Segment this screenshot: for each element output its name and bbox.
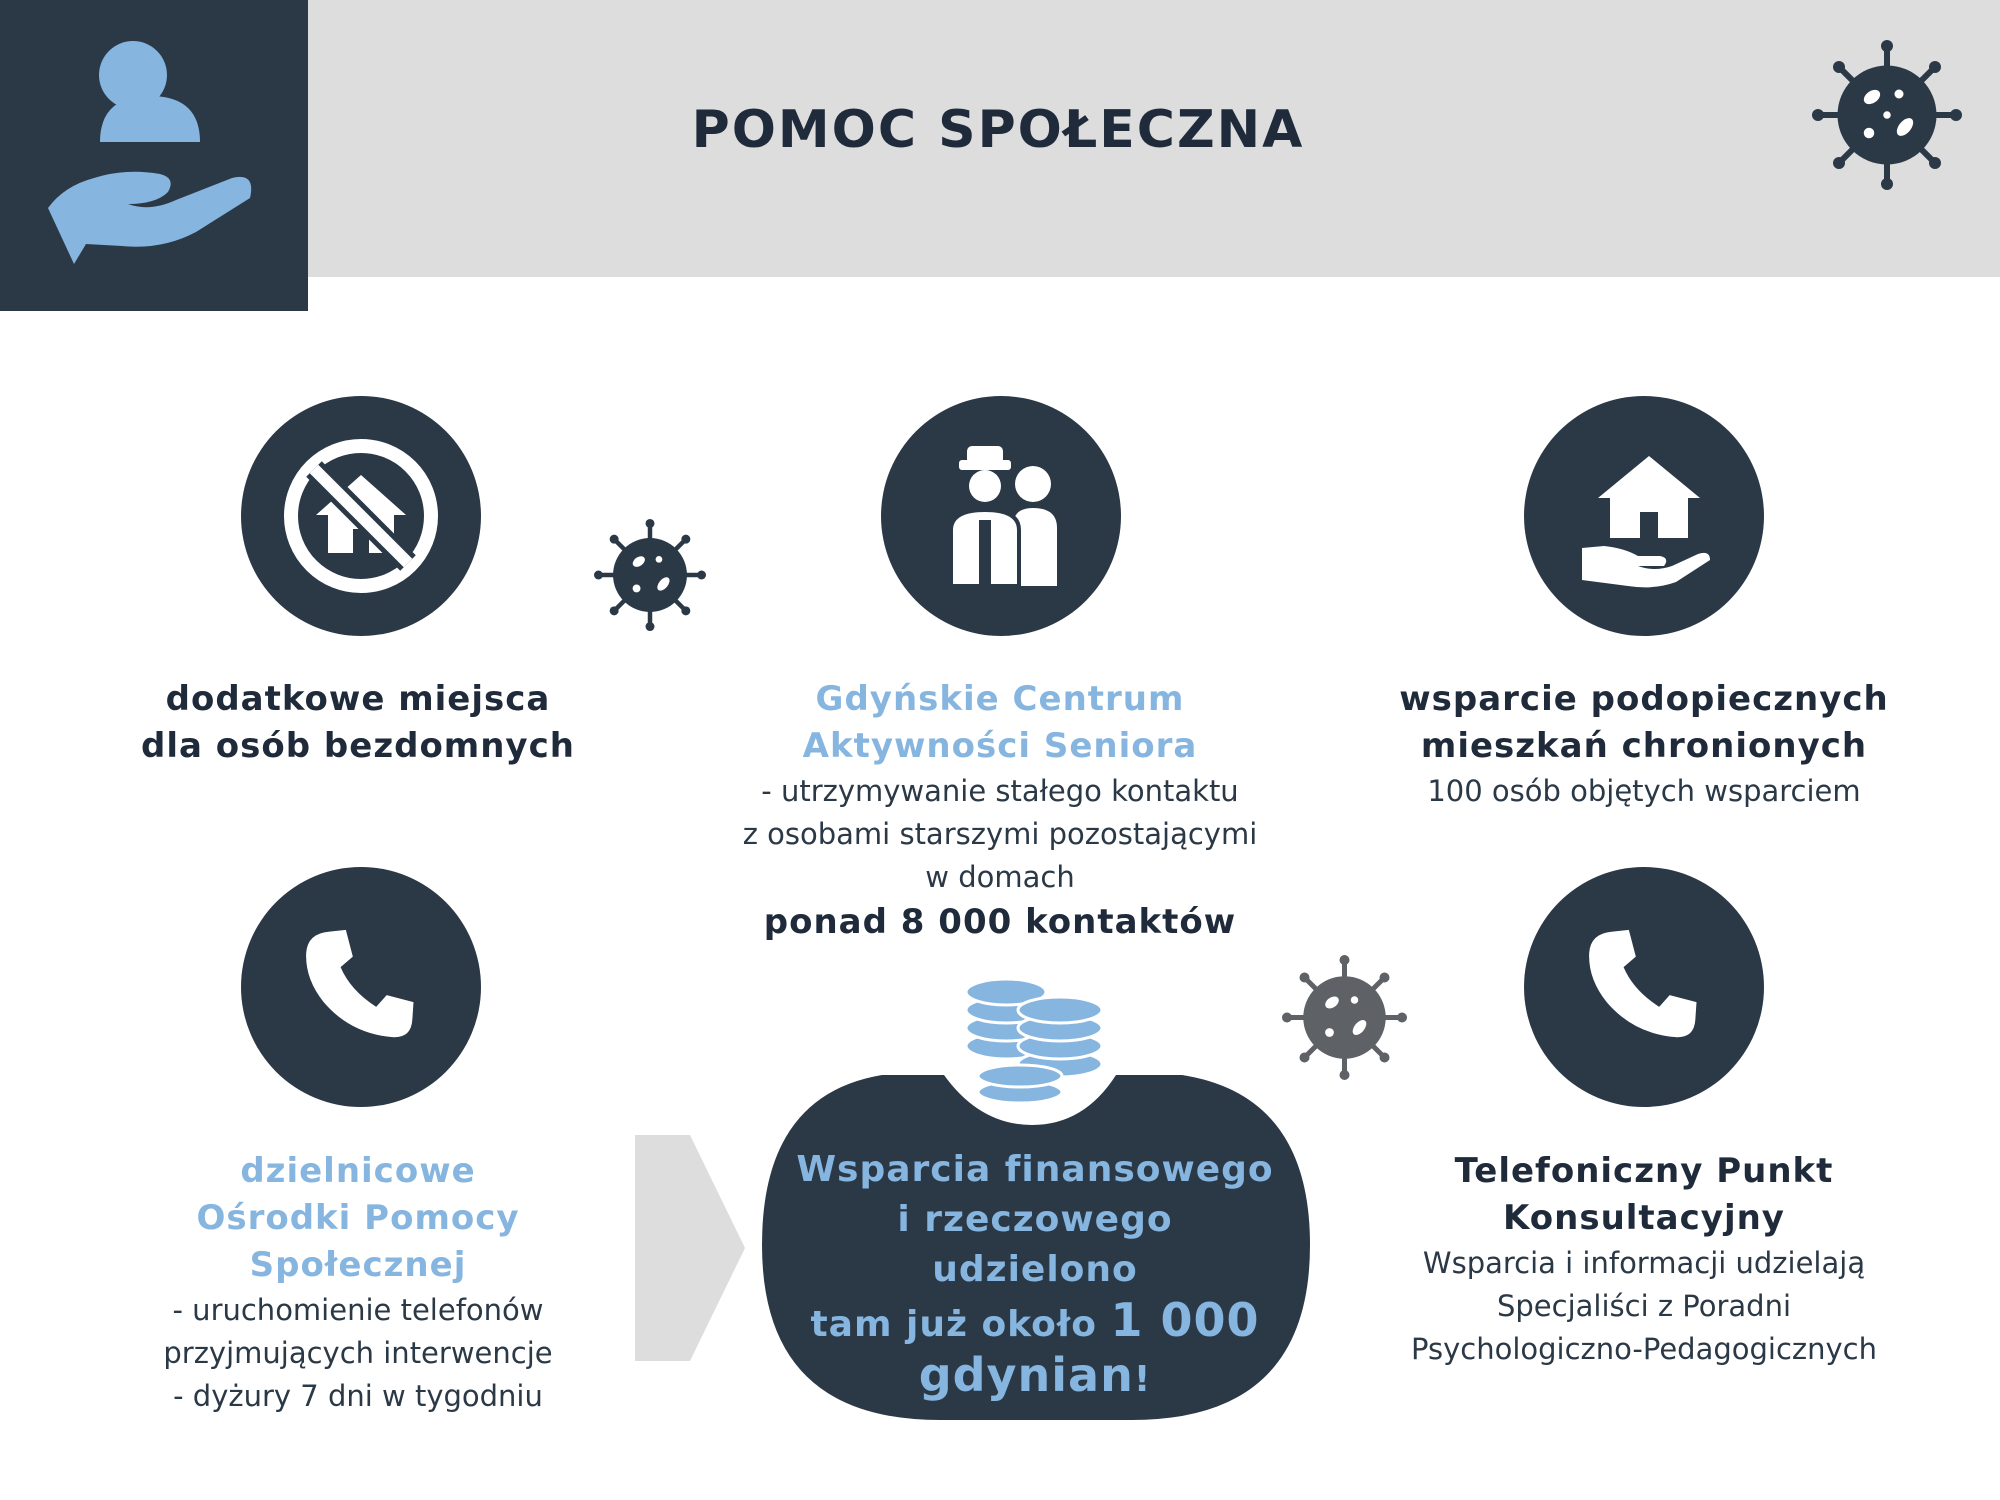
phone-icon (1574, 917, 1714, 1057)
chevron-arrow-icon (635, 1135, 745, 1361)
housing-line-2: mieszkań chronionych (1420, 726, 1868, 766)
page-title: POMOC SPOŁECZNA (691, 100, 1305, 160)
summary-line-1: Wsparcia finansowego (796, 1149, 1274, 1190)
consult-line-1: Telefoniczny Punkt (1454, 1151, 1834, 1191)
phone-circle-right (1524, 867, 1764, 1107)
consult-card (1384, 1148, 1904, 1371)
elderly-couple-icon (921, 436, 1081, 596)
coins-icon (960, 968, 1110, 1104)
homeless-circle (241, 396, 481, 636)
virus-icon (594, 519, 706, 631)
hand-holding-house-icon (1564, 436, 1724, 596)
summary-line-3 (790, 1295, 1280, 1350)
consult-desc-3: Psychologiczno-Pedagogicznych (1411, 1332, 1877, 1366)
virus-icon (1282, 955, 1407, 1080)
summary-text (790, 1145, 1280, 1405)
districts-title-2: Ośrodki Pomocy Społecznej (196, 1198, 520, 1285)
districts-card (88, 1148, 628, 1418)
virus-icon (1812, 40, 1962, 190)
housing-card (1384, 676, 1904, 813)
consult-desc-2: Specjaliści z Poradni (1496, 1289, 1792, 1323)
seniors-desc-3: w domach (925, 860, 1075, 894)
no-home-icon (276, 431, 446, 601)
phone-icon (291, 917, 431, 1057)
summary-line-4 (790, 1350, 1280, 1405)
housing-line-1: wsparcie podopiecznych (1399, 679, 1889, 719)
summary-gdynian: gdynian (918, 1348, 1134, 1402)
homeless-line-1: dodatkowe miejsca (165, 679, 551, 719)
phone-circle-left (241, 867, 481, 1107)
logo-box (0, 0, 308, 311)
summary-number: 1 000 (1110, 1293, 1260, 1347)
summary-line-2: i rzeczowego udzielono (897, 1199, 1173, 1290)
seniors-desc-1: - utrzymywanie stałego kontaktu (761, 774, 1239, 808)
districts-desc-2: przyjmujących interwencje (163, 1336, 553, 1370)
homeless-card (108, 676, 608, 770)
summary-line-3-text: tam już około (810, 1304, 1111, 1345)
hand-holding-person-icon (0, 0, 308, 311)
seniors-desc-2: z osobami starszymi pozostającymi (742, 817, 1258, 851)
summary-exclamation: ! (1133, 1359, 1152, 1400)
consult-line-2: Konsultacyjny (1503, 1198, 1785, 1238)
seniors-title-1: Gdyńskie Centrum (815, 679, 1185, 719)
seniors-title-2: Aktywności Seniora (802, 726, 1198, 766)
seniors-highlight: ponad 8 000 kontaktów (763, 902, 1237, 942)
seniors-card (720, 676, 1280, 946)
consult-desc-1: Wsparcia i informacji udzielają (1422, 1246, 1866, 1280)
districts-desc-1: - uruchomienie telefonów (172, 1293, 544, 1327)
housing-circle (1524, 396, 1764, 636)
districts-title-1: dzielnicowe (240, 1151, 476, 1191)
districts-desc-3: - dyżury 7 dni w tygodniu (173, 1379, 543, 1413)
housing-desc: 100 osób objętych wsparciem (1427, 774, 1861, 808)
homeless-line-2: dla osób bezdomnych (141, 726, 575, 766)
seniors-circle (881, 396, 1121, 636)
